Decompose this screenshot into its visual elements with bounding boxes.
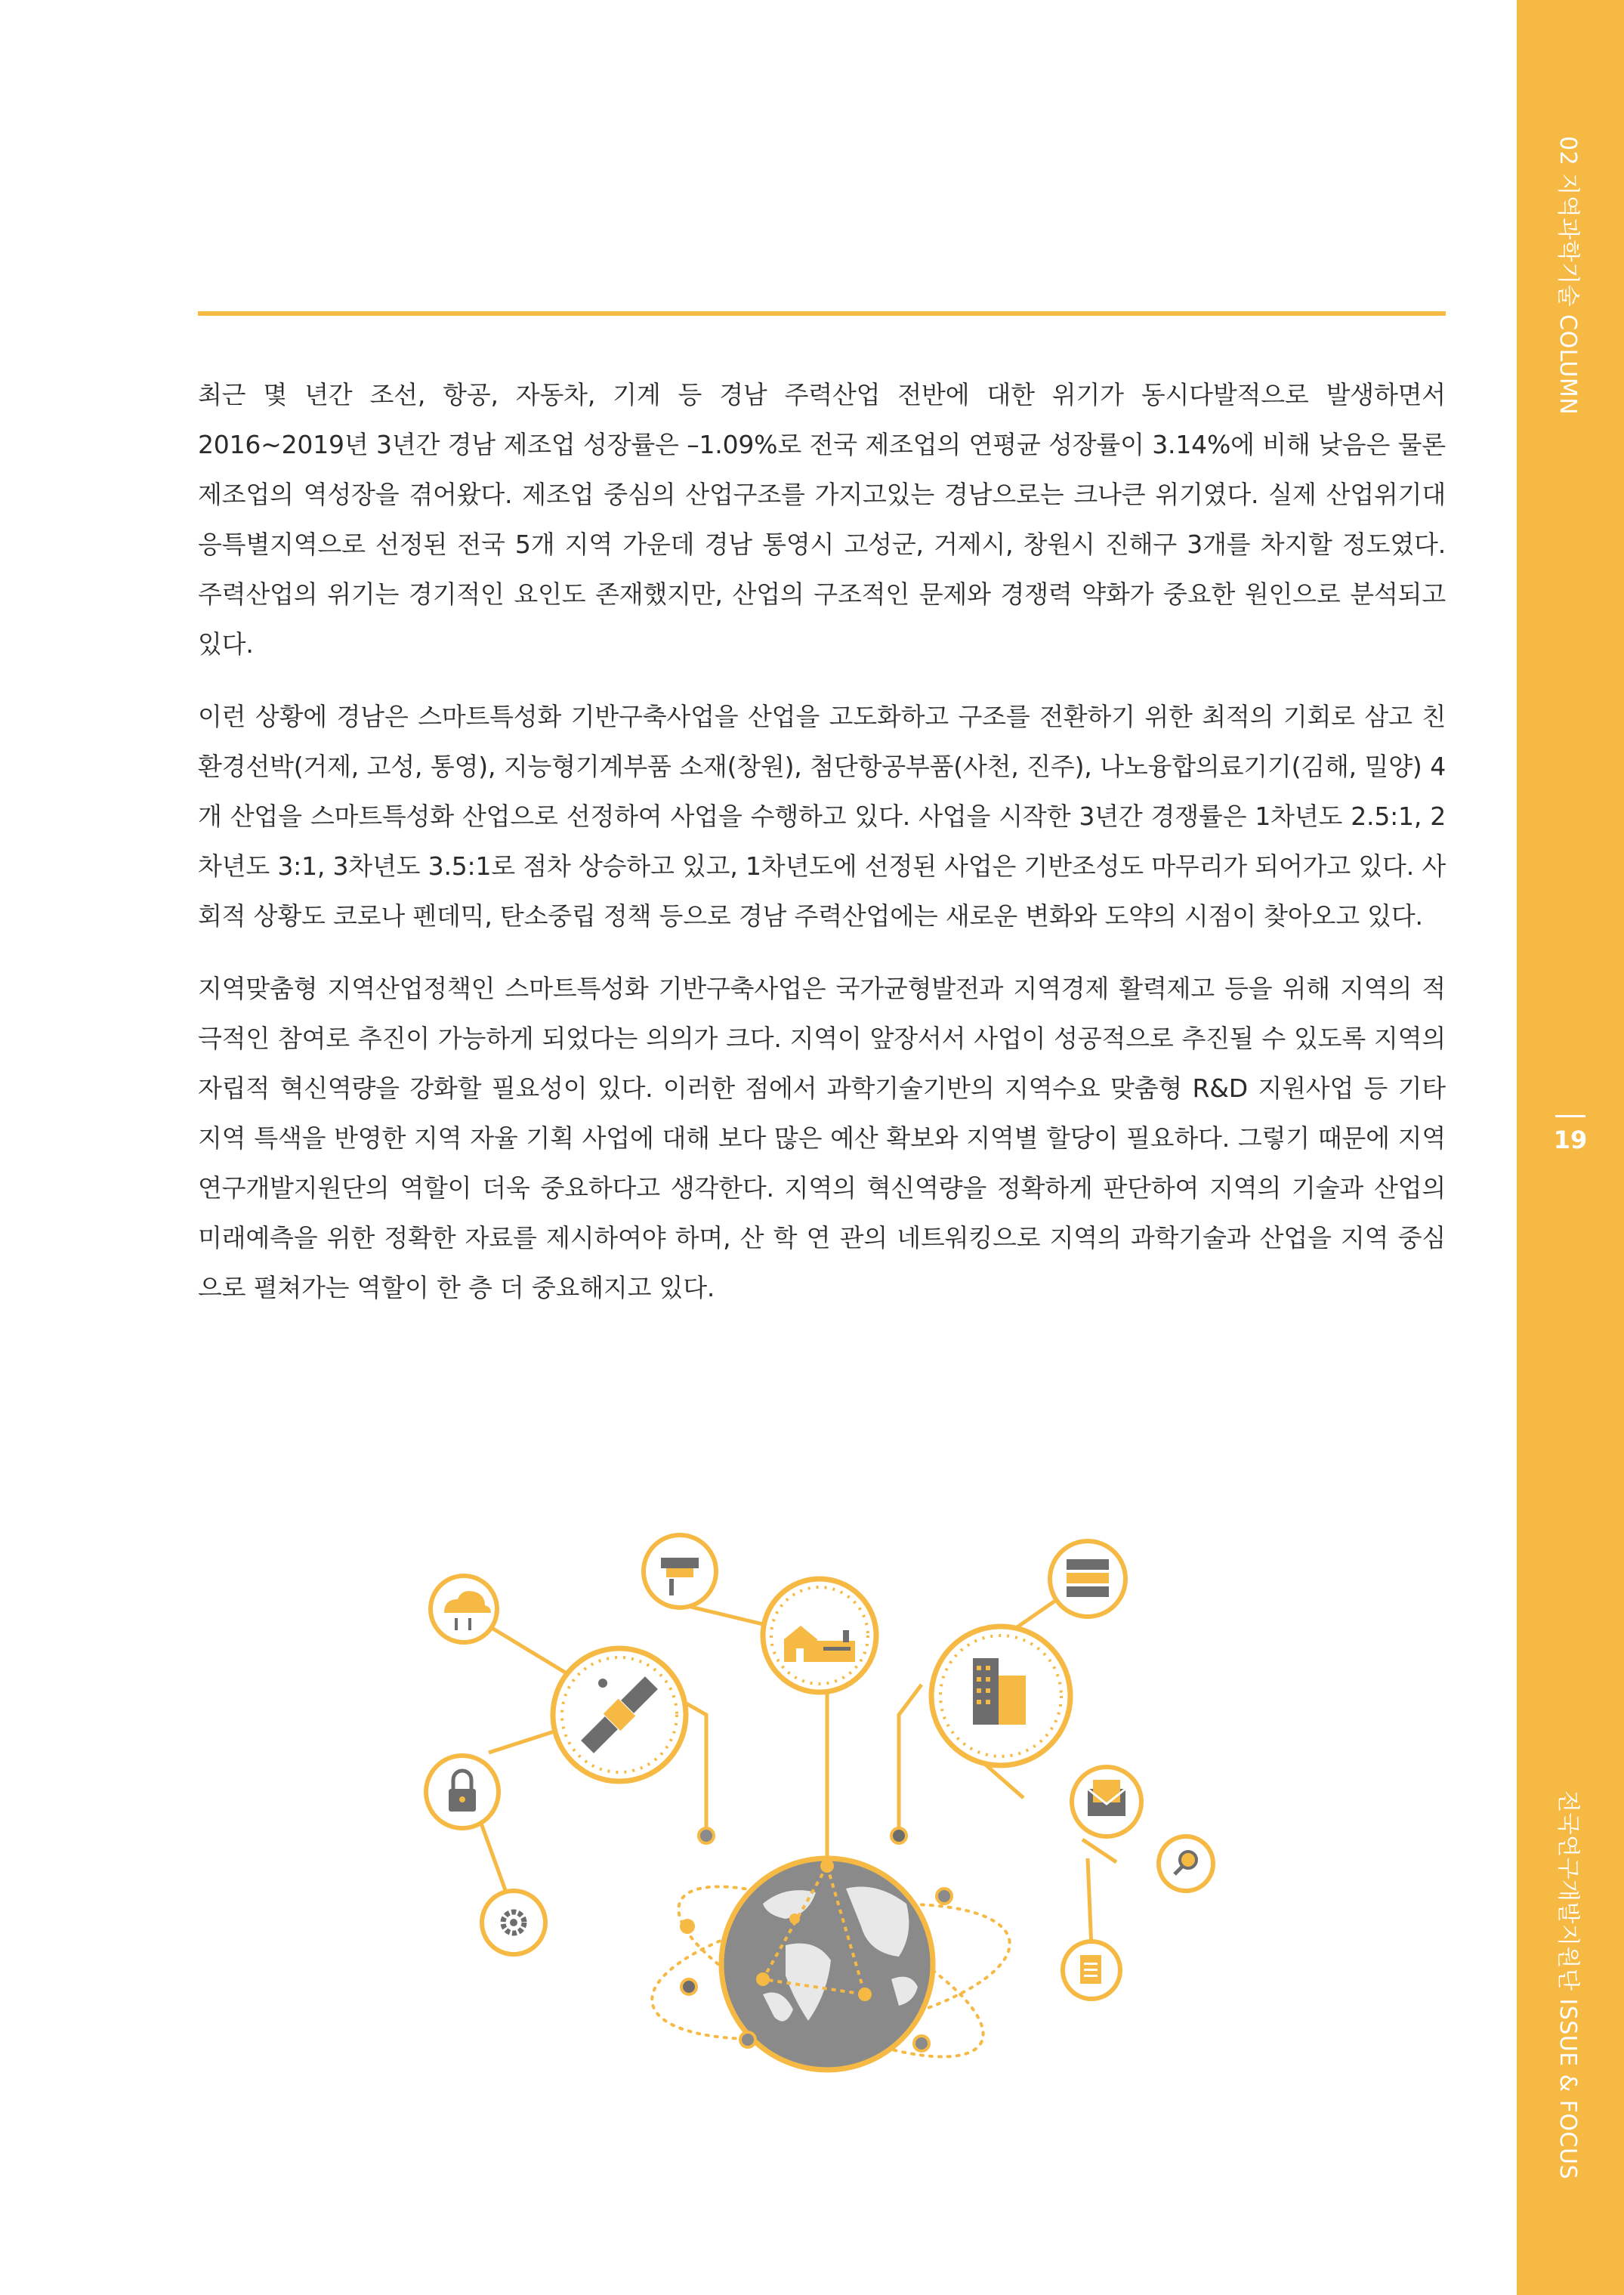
paragraph-1: 최근 몇 년간 조선, 항공, 자동차, 기계 등 경남 주력산업 전반에 대한 위기가 동시다발적으로 발생하면서 2016~2019년 3년간 경남 제조업 성장률은 –1.09%로 전국 제조업의 연평균 성장률이 3.14%에 비해 낮음은 물론 제조업의 역성장을 겪어왔다. 제조업 중심의 산업구조를 가지고있는 경남으로는 크나큰 위기였다. 실제 산업위기대응특별지역으로 선정된 전국 5개 지역 가운데 경남 통영시 고성군, 거제시, 창원시 진해구 3개를 차지할 정도였다. 주력산업의 위기는 경기적인 요인도 존재했지만, 산업의 구조적인 문제와 경쟁력 약화가 중요한 원인으로 분석되고 있다. xyxy=(198,380,1446,659)
mail-icon xyxy=(1072,1767,1141,1836)
cctv-icon xyxy=(644,1535,716,1608)
cloud-sync-icon xyxy=(431,1576,497,1642)
article-body xyxy=(198,370,1446,1336)
factory-icon xyxy=(763,1579,876,1692)
section-label: 02 지역과학기술 COLUMN xyxy=(1555,136,1581,415)
network-illustration xyxy=(408,1511,1239,2085)
search-icon xyxy=(1159,1836,1213,1891)
page-number-divider xyxy=(1555,1115,1585,1117)
paragraph-3: 지역맞춤형 지역산업정책인 스마트특성화 기반구축사업은 국가균형발전과 지역경제 활력제고 등을 위해 지역의 적극적인 참여로 추진이 가능하게 되었다는 의의가 크다. 지역이 앞장서서 사업이 성공적으로 추진될 수 있도록 지역의 자립적 혁신역량을 강화할 필요성이 있다. 이러한 점에서 과학기술기반의 지역수요 맞춤형 R&D 지원사업 등 기타 지역 특색을 반영한 지역 자율 기획 사업에 대해 보다 많은 예산 확보와 지역별 할당이 필요하다. 그렇기 때문에 지역 연구개발지원단의 역할이 더욱 중요하다고 생각한다. 지역의 혁신역량을 정확하게 판단하여 지역의 기술과 산업의 미래예측을 위한 정확한 자료를 제시하여야 하며, 산 학 연 관의 네트워킹으로 지역의 과학기술과 산업을 지역 중심으로 펼쳐가는 역할이 한 층 더 중요해지고 있다. xyxy=(198,974,1446,1302)
publication-label: 전국연구개발지원단 ISSUE & FOCUS xyxy=(1555,1790,1581,2179)
page-number: 19 xyxy=(1553,1126,1588,1154)
paragraph-2: 이런 상황에 경남은 스마트특성화 기반구축사업을 산업을 고도화하고 구조를 전환하기 위한 최적의 기회로 삼고 친환경선박(거제, 고성, 통영), 지능형기계부품 소재(창원), 첨단항공부품(사천, 진주), 나노융합의료기기(김해, 밀양) 4개 산업을 스마트특성화 산업으로 선정하여 사업을 수행하고 있다. 사업을 시작한 3년간 경쟁률은 1차년도 2.5:1, 2차년도 3:1, 3차년도 3.5:1로 점차 상승하고 있고, 1차년도에 선정된 사업은 기반조성도 마무리가 되어가고 있다. 사회적 상황도 코로나 펜데믹, 탄소중립 정책 등으로 경남 주력산업에는 새로운 변화와 도약의 시점이 찾아오고 있다. xyxy=(198,702,1446,931)
top-divider xyxy=(198,311,1446,316)
document-icon xyxy=(1063,1941,1120,1999)
server-icon xyxy=(1050,1541,1125,1617)
gear-icon xyxy=(482,1891,545,1954)
lock-icon xyxy=(426,1756,499,1828)
satellite-icon xyxy=(553,1648,686,1781)
buildings-icon xyxy=(931,1626,1070,1765)
